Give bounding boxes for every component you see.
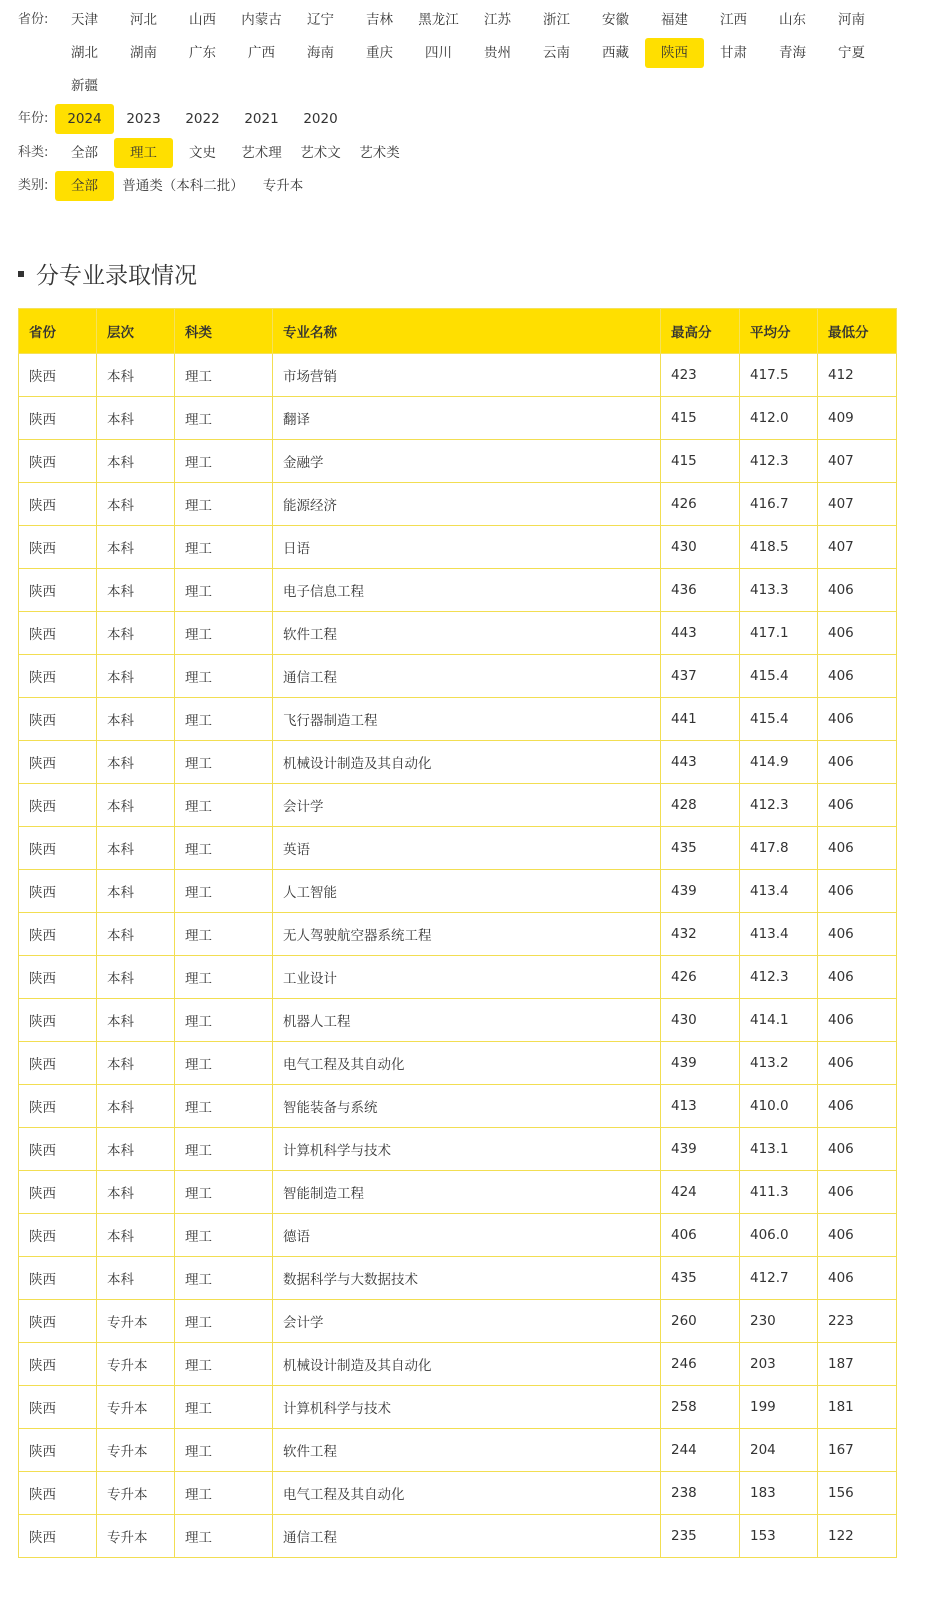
cell-subject: 理工 [175,1515,273,1558]
cell-max-score: 435 [661,1257,740,1300]
province-filter-row-2 [0,38,928,68]
year-filter-label: 年份: [18,111,49,126]
cell-province: 陕西 [19,870,97,913]
cell-major: 数据科学与大数据技术 [273,1257,661,1300]
cell-province: 陕西 [19,1042,97,1085]
subject-option-art-liberal[interactable]: 艺术文 [300,145,341,161]
cell-subject: 理工 [175,913,273,956]
cell-avg-score: 413.2 [740,1042,818,1085]
cell-level: 本科 [97,1214,175,1257]
cell-subject: 理工 [175,698,273,741]
cell-avg-score: 411.3 [740,1171,818,1214]
cell-subject: 理工 [175,1343,273,1386]
province-option-guangdong[interactable]: 广东 [189,45,216,61]
subject-option-liberal-arts[interactable]: 文史 [189,145,216,161]
cell-subject: 理工 [175,354,273,397]
cell-max-score: 423 [661,354,740,397]
cell-min-score: 122 [818,1515,897,1558]
cell-major: 电子信息工程 [273,569,661,612]
cell-avg-score: 406.0 [740,1214,818,1257]
cell-max-score: 437 [661,655,740,698]
cell-province: 陕西 [19,1257,97,1300]
cell-max-score: 415 [661,397,740,440]
cell-max-score: 428 [661,784,740,827]
cell-avg-score: 416.7 [740,483,818,526]
cell-major: 通信工程 [273,655,661,698]
category-option-all-selected[interactable]: 全部 [55,171,114,201]
header-subject: 科类 [175,309,273,354]
cell-level: 本科 [97,913,175,956]
table-row [19,870,897,913]
cell-province: 陕西 [19,784,97,827]
province-option-hainan[interactable]: 海南 [307,45,334,61]
cell-min-score: 406 [818,698,897,741]
table-row [19,784,897,827]
cell-max-score: 441 [661,698,740,741]
table-row [19,526,897,569]
province-option-shanxi[interactable]: 山西 [189,12,216,28]
cell-avg-score: 230 [740,1300,818,1343]
cell-province: 陕西 [19,1171,97,1214]
cell-min-score: 406 [818,1085,897,1128]
cell-level: 本科 [97,784,175,827]
cell-subject: 理工 [175,1257,273,1300]
province-option-sichuan[interactable]: 四川 [425,45,452,61]
table-row [19,1515,897,1558]
cell-major: 能源经济 [273,483,661,526]
cell-avg-score: 412.3 [740,440,818,483]
province-option-yunnan[interactable]: 云南 [543,45,570,61]
cell-province: 陕西 [19,1386,97,1429]
cell-level: 专升本 [97,1429,175,1472]
province-option-jiangsu[interactable]: 江苏 [484,12,511,28]
cell-subject: 理工 [175,1429,273,1472]
cell-avg-score: 412.7 [740,1257,818,1300]
cell-avg-score: 415.4 [740,698,818,741]
province-option-guizhou[interactable]: 贵州 [484,45,511,61]
subject-option-science-selected[interactable]: 理工 [114,138,173,168]
table-row [19,698,897,741]
cell-province: 陕西 [19,741,97,784]
cell-min-score: 406 [818,870,897,913]
cell-subject: 理工 [175,440,273,483]
cell-level: 专升本 [97,1343,175,1386]
cell-province: 陕西 [19,612,97,655]
cell-major: 电气工程及其自动化 [273,1472,661,1515]
cell-major: 机械设计制造及其自动化 [273,741,661,784]
cell-level: 本科 [97,612,175,655]
cell-level: 本科 [97,440,175,483]
cell-min-score: 181 [818,1386,897,1429]
category-option-upgrade[interactable]: 专升本 [262,178,304,194]
cell-max-score: 430 [661,999,740,1042]
cell-subject: 理工 [175,569,273,612]
year-option-2023[interactable]: 2023 [126,111,161,127]
cell-province: 陕西 [19,354,97,397]
cell-max-score: 443 [661,612,740,655]
province-option-hubei[interactable]: 湖北 [71,45,98,61]
province-option-qinghai[interactable]: 青海 [779,45,806,61]
cell-min-score: 406 [818,999,897,1042]
cell-province: 陕西 [19,999,97,1042]
cell-major: 市场营销 [273,354,661,397]
cell-level: 本科 [97,1085,175,1128]
cell-level: 专升本 [97,1472,175,1515]
cell-major: 计算机科学与技术 [273,1128,661,1171]
section-title-bullet-icon [18,271,24,277]
subject-filter-row [0,138,928,168]
table-row [19,827,897,870]
cell-max-score: 244 [661,1429,740,1472]
cell-subject: 理工 [175,1472,273,1515]
province-option-zhejiang[interactable]: 浙江 [543,12,570,28]
category-filter-row [0,171,928,201]
cell-max-score: 435 [661,827,740,870]
category-filter-label: 类别: [18,178,49,193]
cell-major: 计算机科学与技术 [273,1386,661,1429]
table-row [19,1343,897,1386]
section-title [18,260,197,292]
cell-subject: 理工 [175,1128,273,1171]
cell-major: 飞行器制造工程 [273,698,661,741]
table-row [19,1171,897,1214]
cell-avg-score: 410.0 [740,1085,818,1128]
table-body [19,354,897,1558]
cell-max-score: 439 [661,870,740,913]
cell-avg-score: 413.4 [740,870,818,913]
province-option-jiangxi[interactable]: 江西 [720,12,747,28]
province-option-heilongjiang[interactable]: 黑龙江 [418,12,459,28]
table-row [19,999,897,1042]
table-row [19,1042,897,1085]
province-option-xinjiang[interactable]: 新疆 [71,78,98,94]
cell-major: 机械设计制造及其自动化 [273,1343,661,1386]
cell-major: 机器人工程 [273,999,661,1042]
cell-avg-score: 199 [740,1386,818,1429]
cell-level: 专升本 [97,1386,175,1429]
cell-avg-score: 413.3 [740,569,818,612]
cell-level: 本科 [97,1171,175,1214]
cell-major: 电气工程及其自动化 [273,1042,661,1085]
cell-subject: 理工 [175,741,273,784]
cell-min-score: 407 [818,440,897,483]
cell-major: 金融学 [273,440,661,483]
province-option-henan[interactable]: 河南 [838,12,865,28]
cell-max-score: 439 [661,1128,740,1171]
cell-level: 本科 [97,698,175,741]
cell-level: 本科 [97,483,175,526]
cell-level: 本科 [97,354,175,397]
table-row [19,440,897,483]
cell-subject: 理工 [175,612,273,655]
province-option-ningxia[interactable]: 宁夏 [838,45,865,61]
table-row [19,1257,897,1300]
year-option-2021[interactable]: 2021 [244,111,279,127]
table-row [19,569,897,612]
cell-province: 陕西 [19,1085,97,1128]
cell-province: 陕西 [19,1515,97,1558]
cell-avg-score: 412.3 [740,956,818,999]
cell-avg-score: 417.8 [740,827,818,870]
cell-min-score: 167 [818,1429,897,1472]
cell-major: 英语 [273,827,661,870]
cell-max-score: 235 [661,1515,740,1558]
cell-subject: 理工 [175,784,273,827]
province-option-xizang[interactable]: 西藏 [602,45,629,61]
cell-province: 陕西 [19,397,97,440]
cell-avg-score: 414.9 [740,741,818,784]
cell-min-score: 406 [818,1214,897,1257]
cell-level: 本科 [97,397,175,440]
cell-avg-score: 414.1 [740,999,818,1042]
cell-major: 会计学 [273,1300,661,1343]
cell-major: 软件工程 [273,612,661,655]
cell-avg-score: 413.1 [740,1128,818,1171]
cell-major: 人工智能 [273,870,661,913]
cell-min-score: 406 [818,827,897,870]
cell-avg-score: 418.5 [740,526,818,569]
cell-major: 智能制造工程 [273,1171,661,1214]
cell-min-score: 407 [818,526,897,569]
cell-major: 德语 [273,1214,661,1257]
cell-province: 陕西 [19,913,97,956]
table-row [19,354,897,397]
table-row [19,1429,897,1472]
cell-avg-score: 153 [740,1515,818,1558]
table-row [19,956,897,999]
header-max-score: 最高分 [661,309,740,354]
province-filter-row-3 [0,71,928,101]
province-option-hebei[interactable]: 河北 [130,12,157,28]
cell-level: 本科 [97,526,175,569]
cell-level: 专升本 [97,1300,175,1343]
province-option-hunan[interactable]: 湖南 [130,45,157,61]
cell-avg-score: 183 [740,1472,818,1515]
cell-major: 工业设计 [273,956,661,999]
subject-option-art[interactable]: 艺术类 [359,145,400,161]
cell-avg-score: 417.1 [740,612,818,655]
cell-max-score: 439 [661,1042,740,1085]
cell-min-score: 406 [818,612,897,655]
cell-max-score: 238 [661,1472,740,1515]
cell-subject: 理工 [175,1214,273,1257]
admission-score-table [18,308,897,1558]
cell-level: 本科 [97,741,175,784]
cell-min-score: 406 [818,1171,897,1214]
cell-province: 陕西 [19,1214,97,1257]
table-row [19,1128,897,1171]
cell-province: 陕西 [19,1343,97,1386]
cell-avg-score: 204 [740,1429,818,1472]
subject-filter-label: 科类: [18,145,49,160]
section-title-text: 分专业录取情况 [36,263,197,289]
cell-province: 陕西 [19,1300,97,1343]
cell-max-score: 260 [661,1300,740,1343]
year-option-2024-selected[interactable]: 2024 [55,104,114,134]
header-major: 专业名称 [273,309,661,354]
cell-subject: 理工 [175,1386,273,1429]
table-row [19,1214,897,1257]
cell-min-score: 409 [818,397,897,440]
table-row [19,913,897,956]
table-row [19,397,897,440]
cell-province: 陕西 [19,655,97,698]
cell-subject: 理工 [175,827,273,870]
cell-max-score: 415 [661,440,740,483]
province-option-fujian[interactable]: 福建 [661,12,688,28]
province-option-anhui[interactable]: 安徽 [602,12,629,28]
province-filter-row-1 [0,5,928,35]
province-option-gansu[interactable]: 甘肃 [720,45,747,61]
header-min-score: 最低分 [818,309,897,354]
cell-subject: 理工 [175,1171,273,1214]
table-row [19,612,897,655]
province-option-jilin[interactable]: 吉林 [366,12,393,28]
cell-avg-score: 203 [740,1343,818,1386]
cell-province: 陕西 [19,1128,97,1171]
cell-province: 陕西 [19,569,97,612]
province-option-liaoning[interactable]: 辽宁 [307,12,334,28]
table-header-row [19,309,897,354]
cell-major: 无人驾驶航空器系统工程 [273,913,661,956]
cell-max-score: 406 [661,1214,740,1257]
cell-level: 本科 [97,1128,175,1171]
cell-province: 陕西 [19,698,97,741]
table-row [19,1472,897,1515]
cell-subject: 理工 [175,1042,273,1085]
cell-level: 本科 [97,999,175,1042]
cell-avg-score: 415.4 [740,655,818,698]
cell-min-score: 406 [818,569,897,612]
province-filter-label: 省份: [18,12,49,27]
cell-major: 通信工程 [273,1515,661,1558]
cell-avg-score: 417.5 [740,354,818,397]
table-row [19,1300,897,1343]
cell-subject: 理工 [175,397,273,440]
cell-avg-score: 412.0 [740,397,818,440]
cell-level: 本科 [97,569,175,612]
cell-level: 本科 [97,655,175,698]
cell-level: 本科 [97,1042,175,1085]
cell-max-score: 443 [661,741,740,784]
cell-max-score: 413 [661,1085,740,1128]
cell-level: 本科 [97,827,175,870]
cell-province: 陕西 [19,956,97,999]
province-option-chongqing[interactable]: 重庆 [366,45,393,61]
category-option-regular-batch2[interactable]: 普通类（本科二批） [122,178,244,194]
province-option-neimenggu[interactable]: 内蒙古 [241,12,282,28]
cell-avg-score: 412.3 [740,784,818,827]
cell-province: 陕西 [19,440,97,483]
cell-subject: 理工 [175,1085,273,1128]
cell-min-score: 406 [818,1128,897,1171]
year-option-2020[interactable]: 2020 [303,111,338,127]
cell-major: 日语 [273,526,661,569]
province-option-shaanxi-selected[interactable]: 陕西 [645,38,704,68]
cell-subject: 理工 [175,1300,273,1343]
cell-level: 专升本 [97,1515,175,1558]
cell-subject: 理工 [175,870,273,913]
cell-major: 会计学 [273,784,661,827]
cell-province: 陕西 [19,483,97,526]
cell-max-score: 426 [661,483,740,526]
province-option-shandong[interactable]: 山东 [779,12,806,28]
table-row [19,1386,897,1429]
cell-major: 软件工程 [273,1429,661,1472]
cell-min-score: 223 [818,1300,897,1343]
cell-major: 翻译 [273,397,661,440]
header-province: 省份 [19,309,97,354]
cell-min-score: 406 [818,1042,897,1085]
cell-min-score: 187 [818,1343,897,1386]
table-row [19,1085,897,1128]
cell-level: 本科 [97,1257,175,1300]
cell-province: 陕西 [19,1472,97,1515]
cell-level: 本科 [97,870,175,913]
cell-max-score: 430 [661,526,740,569]
cell-max-score: 432 [661,913,740,956]
cell-province: 陕西 [19,1429,97,1472]
year-option-2022[interactable]: 2022 [185,111,220,127]
cell-subject: 理工 [175,526,273,569]
table-row [19,483,897,526]
cell-level: 本科 [97,956,175,999]
province-option-tianjin[interactable]: 天津 [71,12,98,28]
cell-max-score: 436 [661,569,740,612]
cell-subject: 理工 [175,956,273,999]
cell-max-score: 424 [661,1171,740,1214]
cell-max-score: 426 [661,956,740,999]
cell-min-score: 406 [818,1257,897,1300]
subject-option-art-science[interactable]: 艺术理 [241,145,282,161]
subject-option-all[interactable]: 全部 [71,145,98,161]
header-level: 层次 [97,309,175,354]
cell-subject: 理工 [175,655,273,698]
cell-subject: 理工 [175,483,273,526]
cell-province: 陕西 [19,827,97,870]
cell-min-score: 406 [818,913,897,956]
cell-avg-score: 413.4 [740,913,818,956]
cell-min-score: 406 [818,741,897,784]
cell-min-score: 412 [818,354,897,397]
cell-min-score: 156 [818,1472,897,1515]
cell-subject: 理工 [175,999,273,1042]
header-avg-score: 平均分 [740,309,818,354]
cell-max-score: 258 [661,1386,740,1429]
cell-max-score: 246 [661,1343,740,1386]
cell-min-score: 406 [818,655,897,698]
cell-min-score: 407 [818,483,897,526]
table-row [19,741,897,784]
cell-province: 陕西 [19,526,97,569]
cell-min-score: 406 [818,956,897,999]
cell-major: 智能装备与系统 [273,1085,661,1128]
province-option-guangxi[interactable]: 广西 [248,45,275,61]
year-filter-row [0,104,928,134]
table-row [19,655,897,698]
cell-min-score: 406 [818,784,897,827]
